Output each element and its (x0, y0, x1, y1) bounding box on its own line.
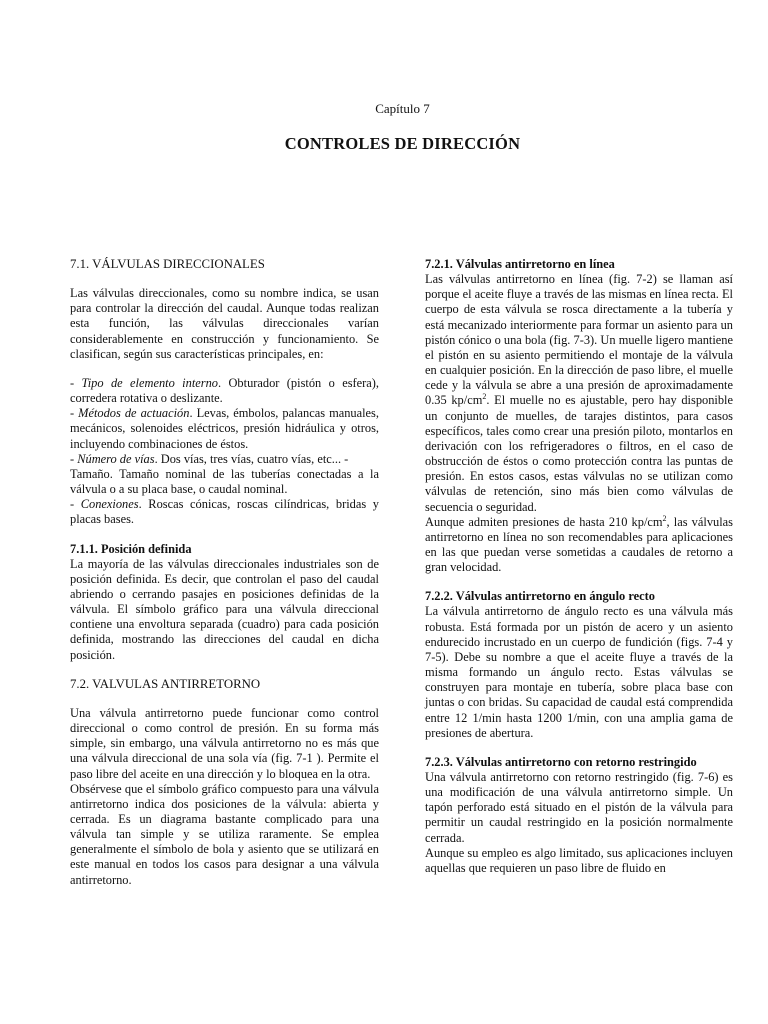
paragraph-7-2-1-b: Aunque admiten presiones de hasta 210 $kp/cm^2$, las válvulas antirretorno en línea no son recomendables para aplicaciones en las que puedan verse sometidas a caudales de retorno a gran velocidad. (425, 513, 733, 575)
list-item: - Tipo de elemento interno. Obturador (pistón o esfera), corredera rotativa o deslizante. (70, 375, 380, 406)
paragraph-7-2-a: Una válvula antirretorno puede funcionar como control direccional o como control de presión. En su forma más simple, sin embargo, una válvula antirretorno no es más que una válvula direccional de una sola vía (fig. 7-1 ). Permite el paso libre del aceite en una dirección y lo bloquea en la otra. (70, 705, 379, 781)
list-item: - Número de vías. Dos vías, tres vías, cuatro vías, etc... - (70, 451, 349, 466)
left-column (70, 257, 379, 888)
paragraph-7-2-3-a: Una válvula antirretorno con retorno restringido (fig. 7-6) es una modificación de una válvula antirretorno simple. Un tapón perforado está situado en el pistón de la válvula para permitir un caudal restringido en la posición normalmente cerrada. (425, 770, 733, 845)
paragraph-7-2-1-a: Las válvulas antirretorno en línea (fig. 7-2) se llaman así porque el aceite fluye a través de las mismas en línea recta. El cuerpo de esta válvula se rosca directamente a la tubería y está mecanizado interiormente para formar un asiento para un pistón cónico o una bola (fig. 7-3). Un muelle ligero mantiene el pistón en su asiento permitiendo el montaje de la válvula en cualquier posición. En la dirección de paso libre, el muelle cede y la válvula se abre a una presión de aproximadamente 0.35 $kp/cm^2$. El muelle no es ajustable, pero hay disponible un conjunto de muelles, de tarajes distintos, para casos específicos, tales como crear una presión piloto, montarlos en derivación con los refrigeradores o filtros, en el caso de obstrucción de éstos o como protección contra las puntas de presión. En estos casos, estas válvulas no se utilizan como válvulas de retención, sino más bien como válvulas de secuencia o seguridad. (425, 272, 733, 514)
paragraph-7-1-1: La mayoría de las válvulas direccionales industriales son de posición definida. Es decir, que controlan el paso del caudal abriendo o cerrando pasajes en posiciones definidas de la válvula. El símbolo gráfico para una válvula direccional contiene una envoltura separada (cuadro) para cada posición definida, mostrando las direcciones del caudal en dicha posición. (70, 556, 379, 662)
section-heading-7-1: 7.1. VÁLVULAS DIRECCIONALES (70, 257, 265, 271)
right-column (425, 257, 733, 876)
section-heading-7-2-1: 7.2.1. Válvulas antirretorno en línea (425, 257, 615, 271)
section-heading-7-1-1: 7.1.1. Posición definida (70, 541, 192, 556)
list-term: Métodos de actuación (78, 406, 190, 421)
paragraph-7-2-b: Obsérvese que el símbolo gráfico compuesto para una válvula antirretorno indica dos posiciones de la válvula: abierta y cerrada. Es un diagrama bastante complicado para una válvula tan simple y se utiliza raramente. Se emplea generalmente el símbolo de bola y asiento que se utilizará en este manual en todos los casos para designar a una válvula antirretorno. (70, 781, 379, 887)
list-term: Conexiones (80, 497, 139, 512)
list-item: Tamaño. Tamaño nominal de las tuberías conectadas a la válvula o a su placa base, o caudal nominal. (70, 466, 379, 497)
list-term: Número de vías (77, 451, 155, 466)
list-item: - Métodos de actuación. Levas, émbolos, palancas manuales, mecánicos, solenoides eléctricos, presión hidráulica y otros, incluyendo combinaciones de éstos. (70, 406, 379, 451)
paragraph-7-2-2: La válvula antirretorno de ángulo recto es una válvula más robusta. Está formada por un pistón de acero y un asiento endurecido incrustado en un cuerpo de fundición (figs. 7-4 y 7-5). Debe su nombre a que el aceite fluye a través de la misma formando un ángulo recto. Estas válvulas se construyen para montaje en tubería, sobre placa base con juntas o con bridas. Su capacidad de caudal está comprendida entre 12 1/min hasta 1200 1/min, con una amplia gama de presiones de abertura. (425, 604, 733, 740)
section-heading-7-2-3: 7.2.3. Válvulas antirretorno con retorno restringido (425, 754, 697, 769)
chapter-label: Capítulo 7 (375, 101, 430, 116)
chapter-title: CONTROLES DE DIRECCIÓN (284, 134, 521, 153)
superscript: 2 (482, 392, 487, 402)
list-item: - Conexiones. Roscas cónicas, roscas cilíndricas, bridas y placas bases. (70, 497, 379, 527)
section-heading-7-2: 7.2. VALVULAS ANTIRRETORNO (70, 676, 261, 691)
superscript: 2 (662, 513, 667, 523)
paragraph-7-1-intro: Las válvulas direccionales, como su nombre indica, se usan para controlar la dirección del caudal. Aunque todas realizan esta función, las válvulas direccionales varían considerablemente en construcción y funcionamiento. Se clasifican, según sus características principales, en: (70, 286, 379, 361)
list-term: Tipo de elemento interno (81, 375, 218, 390)
section-heading-7-2-2: 7.2.2. Válvulas antirretorno en ángulo recto (425, 589, 655, 604)
paragraph-7-2-3-b: Aunque su empleo es algo limitado, sus aplicaciones incluyen aquellas que requieren un paso libre de fluido en (425, 845, 733, 875)
